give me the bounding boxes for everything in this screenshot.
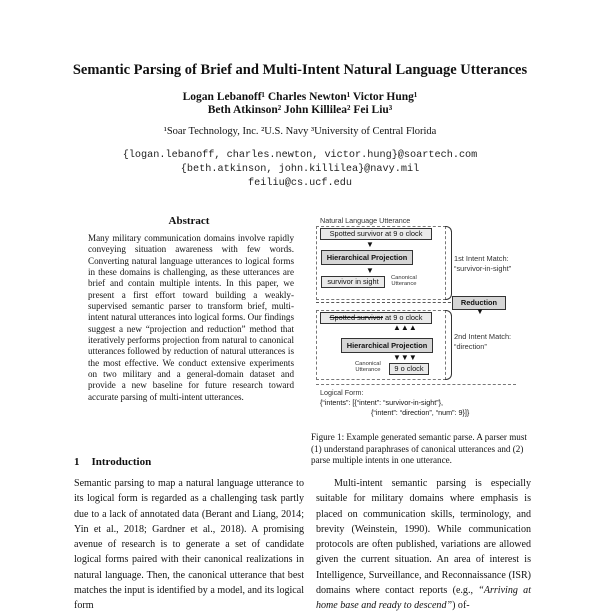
logical-form-divider: [316, 384, 516, 385]
logical-form-line-2: {“intent”: “direction”, “num”: 9}]}: [371, 408, 470, 417]
canonical-label-2: Canonical Utterance: [355, 361, 381, 373]
section-title: Introduction: [91, 456, 152, 468]
down-arrow-icon: ▼: [476, 307, 484, 316]
abstract-text: Many military communication domains involve rapidly conveying situation awareness with few words. Converting natural language utterances to logical forms in these domains is challenging, as these utterances are brief and contain multiple intents. In this paper, we present a first effort toward building a weakly-supervised semantic parser to transform brief, multi-intent natural utterances into logical forms. Our findings suggest a new “projection and reduction” method that iteratively performs projection from natural to canonical utterances followed by reduction of natural utterances is the most effective. We conduct extensive experiments on two military and a general-domain dataset and provide a new baseline for future research toward accurate parsing of multi-intent utterances.: [88, 233, 294, 402]
italic-example: “Arriving at home base and ready to descend”: [316, 585, 531, 612]
intro-text: Semantic parsing to map a natural language utterance to its logical form is regarded as a challenging task partly due to a lack of annotated data (Berant and Liang, 2014; Yin et al., 2018; Gardner et al., 2018). A promising avenue of research is to generate a set of candidate logical forms paired with their canonical realizations in natural language. Then, the canonical utterance that best matches the input is identified by a model, and its logical form: [74, 478, 304, 612]
up-arrows-icon: ▲▲▲: [393, 323, 417, 332]
brace-1: [445, 226, 452, 300]
section-number: 1: [74, 456, 80, 468]
down-arrow-icon: ▼: [366, 266, 374, 275]
utterance-box-2: Spotted survivor at 9 o clock: [320, 312, 432, 324]
logical-form-line-1: {“intents”: [{“intent”: “survivor-in-sight”},: [320, 398, 444, 407]
paper-title: Semantic Parsing of Brief and Multi-Intent Natural Language Utterances: [72, 62, 528, 78]
right-column-paragraph: Multi-intent semantic parsing is especially suitable for military domains where emphasis is placed on communication skills, terminology, and brevity (Weinstein, 1990). While communication protocols are often published, variations are allowed given the current situation. An area of interest is Intelligence, Surveillance, and Reconnaissance (ISR) domains where contact reports (e.g., “Arriving at home base and ready to descend”) of-: [316, 478, 531, 612]
canonical-label-1: Canonical Utterance: [391, 275, 417, 287]
email-soartech: {logan.lebanoff, charles.newton, victor.hung}@soartech.com: [122, 150, 478, 161]
match-1-label: 1st Intent Match: “survivor-in-sight”: [454, 254, 512, 273]
affiliations: ¹Soar Technology, Inc. ²U.S. Navy ³University of Central Florida: [163, 126, 437, 137]
authors-line-2: Beth Atkinson² John Killilea² Fei Liu³: [207, 104, 393, 116]
nlu-label: Natural Language Utterance: [320, 216, 411, 225]
canonical-box-2: 9 o clock: [389, 363, 429, 375]
canonical-box-1: survivor in sight: [321, 276, 385, 288]
abstract-heading: Abstract: [168, 215, 210, 227]
down-arrows-icon: ▼▼▼: [393, 353, 417, 362]
down-arrow-icon: ▼: [366, 240, 374, 249]
hier-proj-box-2: Hierarchical Projection: [341, 338, 433, 353]
match-2-label: 2nd Intent Match: “direction”: [454, 332, 512, 351]
utterance-box-1: Spotted survivor at 9 o clock: [320, 228, 432, 240]
figure-1: [311, 214, 533, 424]
authors-line-1: Logan Lebanoff¹ Charles Newton¹ Victor Hung¹: [182, 91, 418, 103]
brace-2: [445, 310, 452, 380]
email-navy: {beth.atkinson, john.killilea}@navy.mil: [180, 164, 420, 175]
figure-caption: Figure 1: Example generated semantic parse. A parser must (1) understand paraphrases of canonical utterances and (2) parse multiple intents in one utterance.: [311, 432, 527, 466]
email-ucf: feiliu@cs.ucf.edu: [248, 178, 352, 189]
hier-proj-box-1: Hierarchical Projection: [321, 250, 413, 265]
reduction-line: [316, 302, 456, 303]
intro-heading: [74, 456, 163, 468]
right-column-text: [316, 476, 531, 614]
logical-form-label: Logical Form:: [320, 388, 364, 397]
reduction-box: Reduction: [452, 296, 506, 310]
